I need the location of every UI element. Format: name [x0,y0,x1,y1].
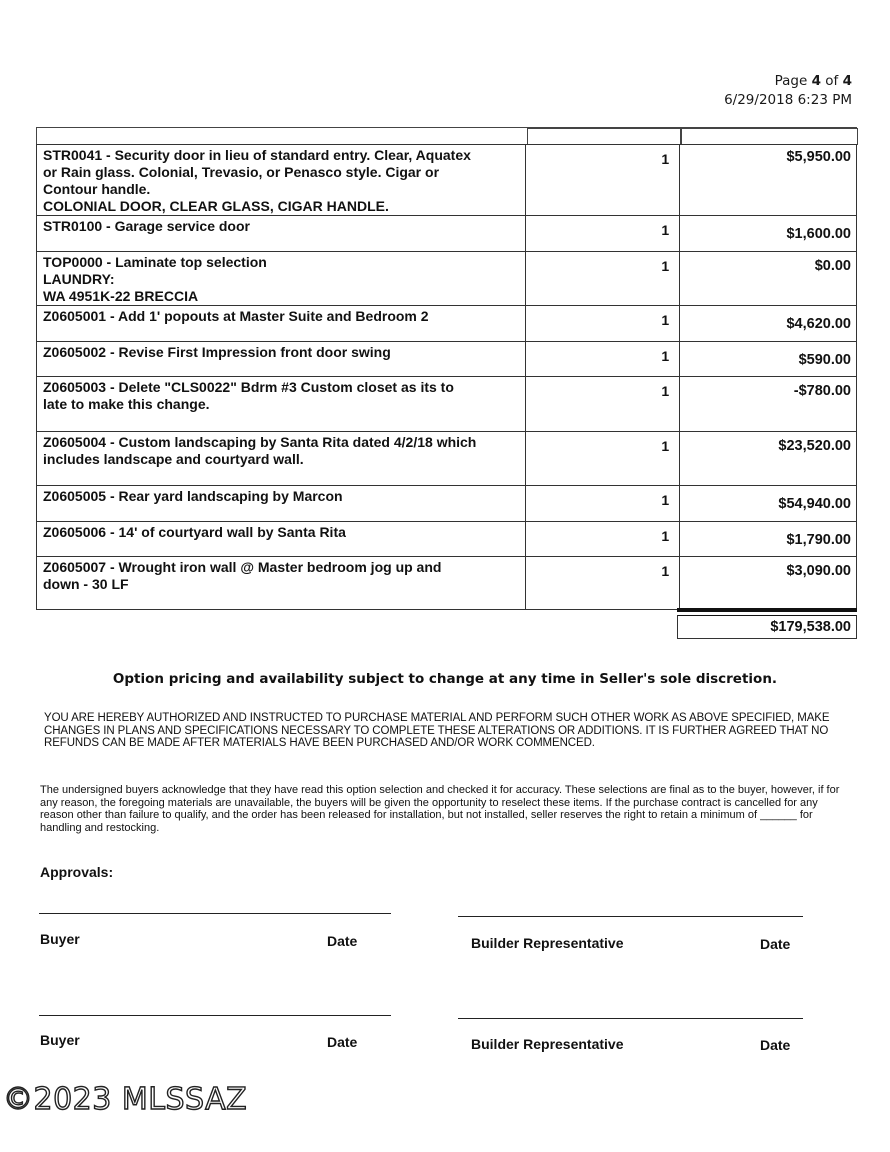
item-quantity: 1 [526,216,680,251]
authorization-statement: YOU ARE HEREBY AUTHORIZED AND INSTRUCTED TO PURCHASE MATERIAL AND PERFORM SUCH OTHER WORK AS ABOVE SPECIFIED, MAKE CHANGES IN PLANS AND SPECIFICATIONS NECESSARY TO COMPLETE THESE ALTERATIONS OR ADDITIONS. IT IS FURTHER AGREED THAT NO REFUNDS CAN BE MADE AFTER MATERIALS HAVE BEEN PURCHASED AND/OR WORK COMMENCED. [44,712,830,749]
line-item-row [36,521,857,556]
item-description [37,252,526,305]
description-line: late to make this change. [43,396,210,412]
builder-signature-line-1 [458,916,803,917]
item-description [37,432,526,485]
pricing-disclaimer: Option pricing and availability subject to change at any time in Seller's sole discretion. [112,671,778,687]
item-quantity: 1 [526,557,680,609]
buyer-date-label-2: Date [327,1034,358,1050]
item-description [37,216,526,251]
builder-date-label-2: Date [760,1037,791,1053]
print-timestamp: 6/29/2018 6:23 PM [724,92,852,108]
item-price: $3,090.00 [680,557,857,609]
item-quantity: 1 [526,342,680,376]
grand-total: $179,538.00 [677,615,857,639]
description-line: down - 30 LF [43,576,129,592]
item-quantity: 1 [526,306,680,341]
description-line: Z0605002 - Revise First Impression front door swing [43,344,391,360]
item-price: $4,620.00 [680,306,857,341]
description-line: Contour handle. [43,181,151,197]
description-line: TOP0000 - Laminate top selection [43,254,267,270]
item-price: $590.00 [680,342,857,376]
builder-date-label-1: Date [760,936,791,952]
line-item-row [36,144,857,215]
item-price: $23,520.00 [680,432,857,485]
total-rule [677,608,857,612]
description-line: STR0100 - Garage service door [43,218,250,234]
description-line: Z0605007 - Wrought iron wall @ Master bedroom jog up and [43,559,442,575]
builder-rep-label-1: Builder Representative [471,935,624,951]
page-number: Page 4 of 4 [774,73,852,89]
builder-rep-label-2: Builder Representative [471,1036,624,1052]
description-line: Z0605004 - Custom landscaping by Santa Rita dated 4/2/18 which [43,434,477,450]
description-line: Z0605003 - Delete "CLS0022" Bdrm #3 Custom closet as its to [43,379,454,395]
line-item-row [36,215,857,251]
item-description [37,522,526,556]
buyer-label-2: Buyer [40,1032,80,1048]
buyer-signature-line-1 [39,913,391,914]
description-line: LAUNDRY: [43,271,115,287]
table-header-row [36,127,857,144]
item-quantity: 1 [526,522,680,556]
item-price: $0.00 [680,252,857,305]
buyer-acknowledgement: The undersigned buyers acknowledge that they have read this option selection and checked it for accuracy. These selections are final as to the buyer, however, if for any reason, the foregoing materials are unavailable, the buyers will be given the opportunity to reselect these items. If the purchase contract is cancelled for any reason other than failure to qualify, and the order has been released for installation, but not installed, seller reserves the right to retain a minimum of ______ for handling and restocking. [40,784,840,834]
item-price: $1,790.00 [680,522,857,556]
description-line: STR0041 - Security door in lieu of standard entry. Clear, Aquatex [43,147,471,163]
options-table [36,127,857,610]
item-price: $54,940.00 [680,486,857,521]
page-header [724,72,852,110]
description-line: WA 4951K-22 BRECCIA [43,288,199,304]
description-line: Z0605001 - Add 1' popouts at Master Suite and Bedroom 2 [43,308,429,324]
buyer-signature-line-2 [39,1015,391,1016]
line-item-rows [36,144,857,610]
description-line: Z0605006 - 14' of courtyard wall by Santa Rita [43,524,346,540]
item-price: -$780.00 [680,377,857,431]
item-quantity: 1 [526,432,680,485]
item-description [37,306,526,341]
item-price: $1,600.00 [680,216,857,251]
item-description [37,557,526,609]
item-quantity: 1 [526,252,680,305]
qty-column-header [527,128,681,145]
line-item-row [36,305,857,341]
buyer-date-label-1: Date [327,933,358,949]
buyer-label-1: Buyer [40,931,80,947]
builder-signature-line-2 [458,1018,803,1019]
line-item-row [36,251,857,305]
item-description [37,342,526,376]
item-description [37,486,526,521]
item-price: $5,950.00 [680,145,857,215]
line-item-row [36,485,857,521]
line-item-row [36,341,857,376]
line-item-row [36,431,857,485]
price-column-header [681,128,858,145]
item-description [37,377,526,431]
description-line: Z0605005 - Rear yard landscaping by Marcon [43,488,343,504]
description-line: or Rain glass. Colonial, Trevasio, or Penasco style. Cigar or [43,164,440,180]
total-section [677,608,857,639]
item-quantity: 1 [526,145,680,215]
description-line: includes landscape and courtyard wall. [43,451,304,467]
item-description [37,145,526,215]
line-item-row [36,376,857,431]
approvals-label: Approvals: [40,864,114,880]
description-line: COLONIAL DOOR, CLEAR GLASS, CIGAR HANDLE. [43,198,389,214]
item-quantity: 1 [526,377,680,431]
mls-watermark: ©2023 MLSSAZ [3,1082,248,1117]
line-item-row [36,556,857,610]
item-quantity: 1 [526,486,680,521]
